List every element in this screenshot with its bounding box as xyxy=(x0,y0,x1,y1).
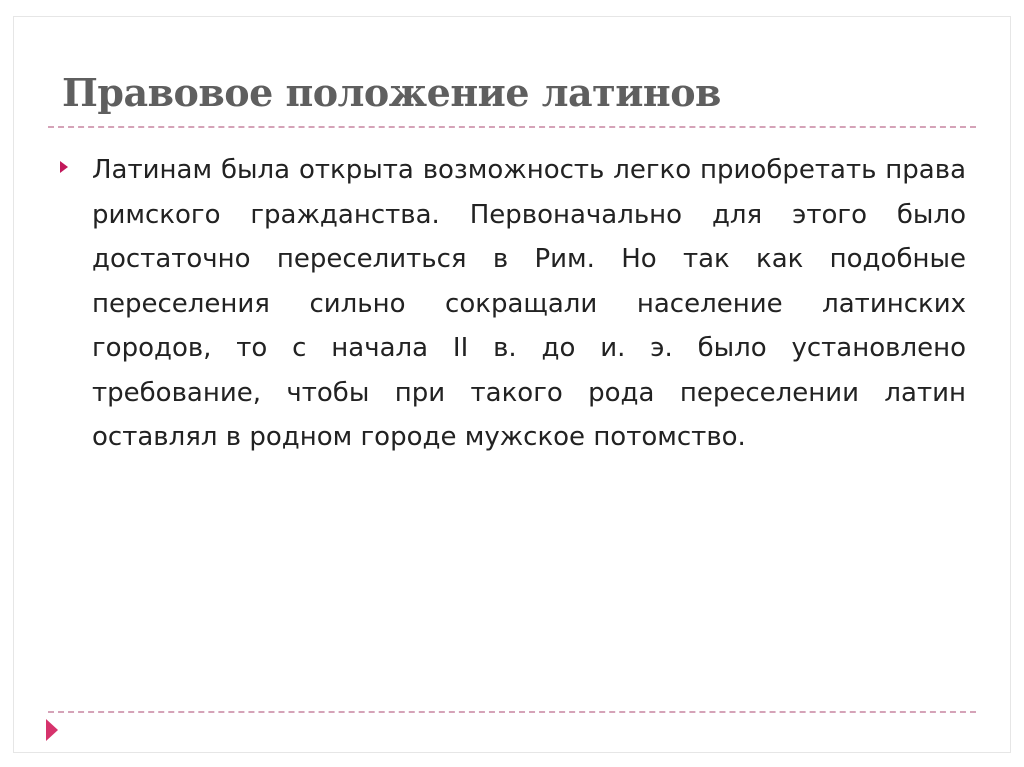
footer-divider xyxy=(48,711,976,713)
bullet-text: Латинам была открыта возможность легко приобретать права римского гражданства. Первоначально для этого было достаточно переселиться в Рим. Но так как подобные переселения сильно сокращали население латинских городов, то с начала II в. до и. э. было установлено требование, чтобы при такого рода переселении латин оставлял в родном городе мужское потомство. xyxy=(92,155,966,452)
bullet-item xyxy=(60,148,966,460)
slide-title: Правовое положение латинов xyxy=(62,70,721,115)
bullet-triangle-icon xyxy=(60,161,68,173)
corner-triangle-icon xyxy=(46,719,58,741)
title-divider xyxy=(48,126,976,128)
